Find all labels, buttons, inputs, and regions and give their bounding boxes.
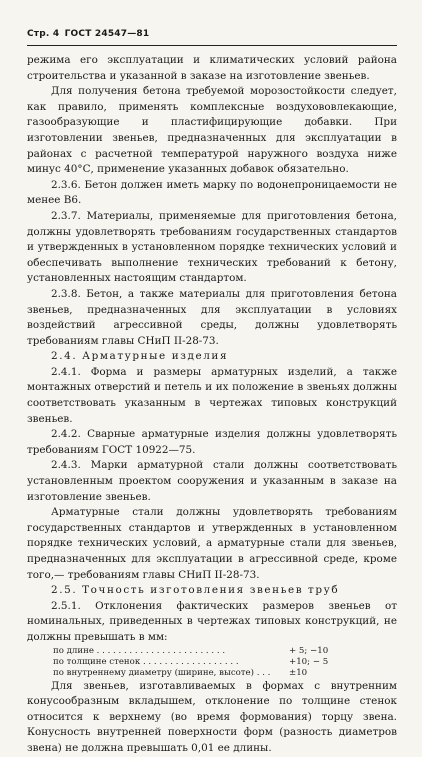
tolerance-row (53, 668, 397, 679)
paragraph: 2.4.3. Марки арматурной стали должны соответствовать установленным проектом сооружения и указанным в заказе на изготовление звеньев. (27, 459, 397, 503)
tolerance-row (53, 646, 397, 657)
tolerance-label: по толщине стенок . . . . . . . . . . . . . . . . . . (53, 656, 239, 667)
tolerance-label: по длине . . . . . . . . . . . . . . . . . . . . . . . . (53, 645, 226, 656)
tolerance-value: + 5; −10 (289, 645, 329, 656)
paragraph: 2.3.6. Бетон должен иметь марку по водонепроницаемости не менее В6. (27, 178, 397, 207)
paragraph: 2.3.7. Материалы, применяемые для приготовления бетона, должны удовлетворять требованиям государственных стандартов и утвержденных в установленном порядке технических условий и обеспечивать выполнение технических требований к бетону, установленных настоящим стандартом. (27, 209, 397, 285)
tolerance-value: ±10 (289, 667, 308, 678)
section-heading: 2.4. Арматурные изделия (51, 350, 229, 363)
paragraph: Для звеньев, изготавливаемых в формах с внутренним конусообразным вкладышем, отклонение по толщине стенок относится к верхнему (во время формования) торцу звена. Конусность внутренней поверхности форм (разность диаметров звена) не должна превышать 0,01 ее длины. (27, 679, 397, 754)
page-number: Стр. 4 (27, 29, 60, 39)
paragraph: Арматурные стали должны удовлетворять требованиям государственных стандартов и утвержденных в установленном порядке технических условий, а арматурные стали для звеньев, предназначенных для эксплуатации в агрессивной среде, кроме того,— требованиям главы СНиП II-28-73. (27, 506, 397, 581)
paragraph: 2.4.1. Форма и размеры арматурных изделий, а также монтажных отверстий и петель и их положение в звеньях должны соответствовать указанным в чертежах типовых конструкций звеньев. (27, 365, 397, 425)
tolerance-label: по внутреннему диаметру (ширине, высоте) . . . (53, 667, 271, 678)
paragraph: режима его эксплуатации и климатических условий района строительства и указанной в заказе на изготовление звеньев. (27, 54, 397, 82)
paragraph: 2.4.2. Сварные арматурные изделия должны удовлетворять требованиям ГОСТ 10922—75. (27, 428, 397, 456)
paragraph: 2.3.8. Бетон, а также материалы для приготовления бетона звеньев, предназначенных для эксплуатации в условиях воздействий агрессивной среды, должны удовлетворять требованиям главы СНиП II-28-73. (27, 287, 397, 347)
standard-code: ГОСТ 24547—81 (64, 29, 150, 39)
section-heading: 2.5. Точность изготовления звеньев труб (51, 584, 340, 597)
document-body (27, 53, 397, 757)
paragraph: Для получения бетона требуемой морозостойкости следует, как правило, применять комплексные воздухововлекающие, газообразующие и пластифицирующие добавки. При изготовлении звеньев, предназначенных для эксплуатации в районах с расчетной температурой наружного воздуха ниже минус 40°С, применение указанных добавок обязательно. (27, 85, 397, 176)
tolerance-value: +10; − 5 (289, 656, 329, 667)
tolerance-list (27, 646, 397, 679)
paragraph: 2.5.1. Отклонения фактических размеров звеньев от номинальных, приведенных в чертежах типовых конструкций, не должны превышать в мм: (27, 599, 397, 643)
header-divider (27, 45, 397, 46)
tolerance-row (53, 657, 397, 668)
page-header (27, 29, 149, 39)
